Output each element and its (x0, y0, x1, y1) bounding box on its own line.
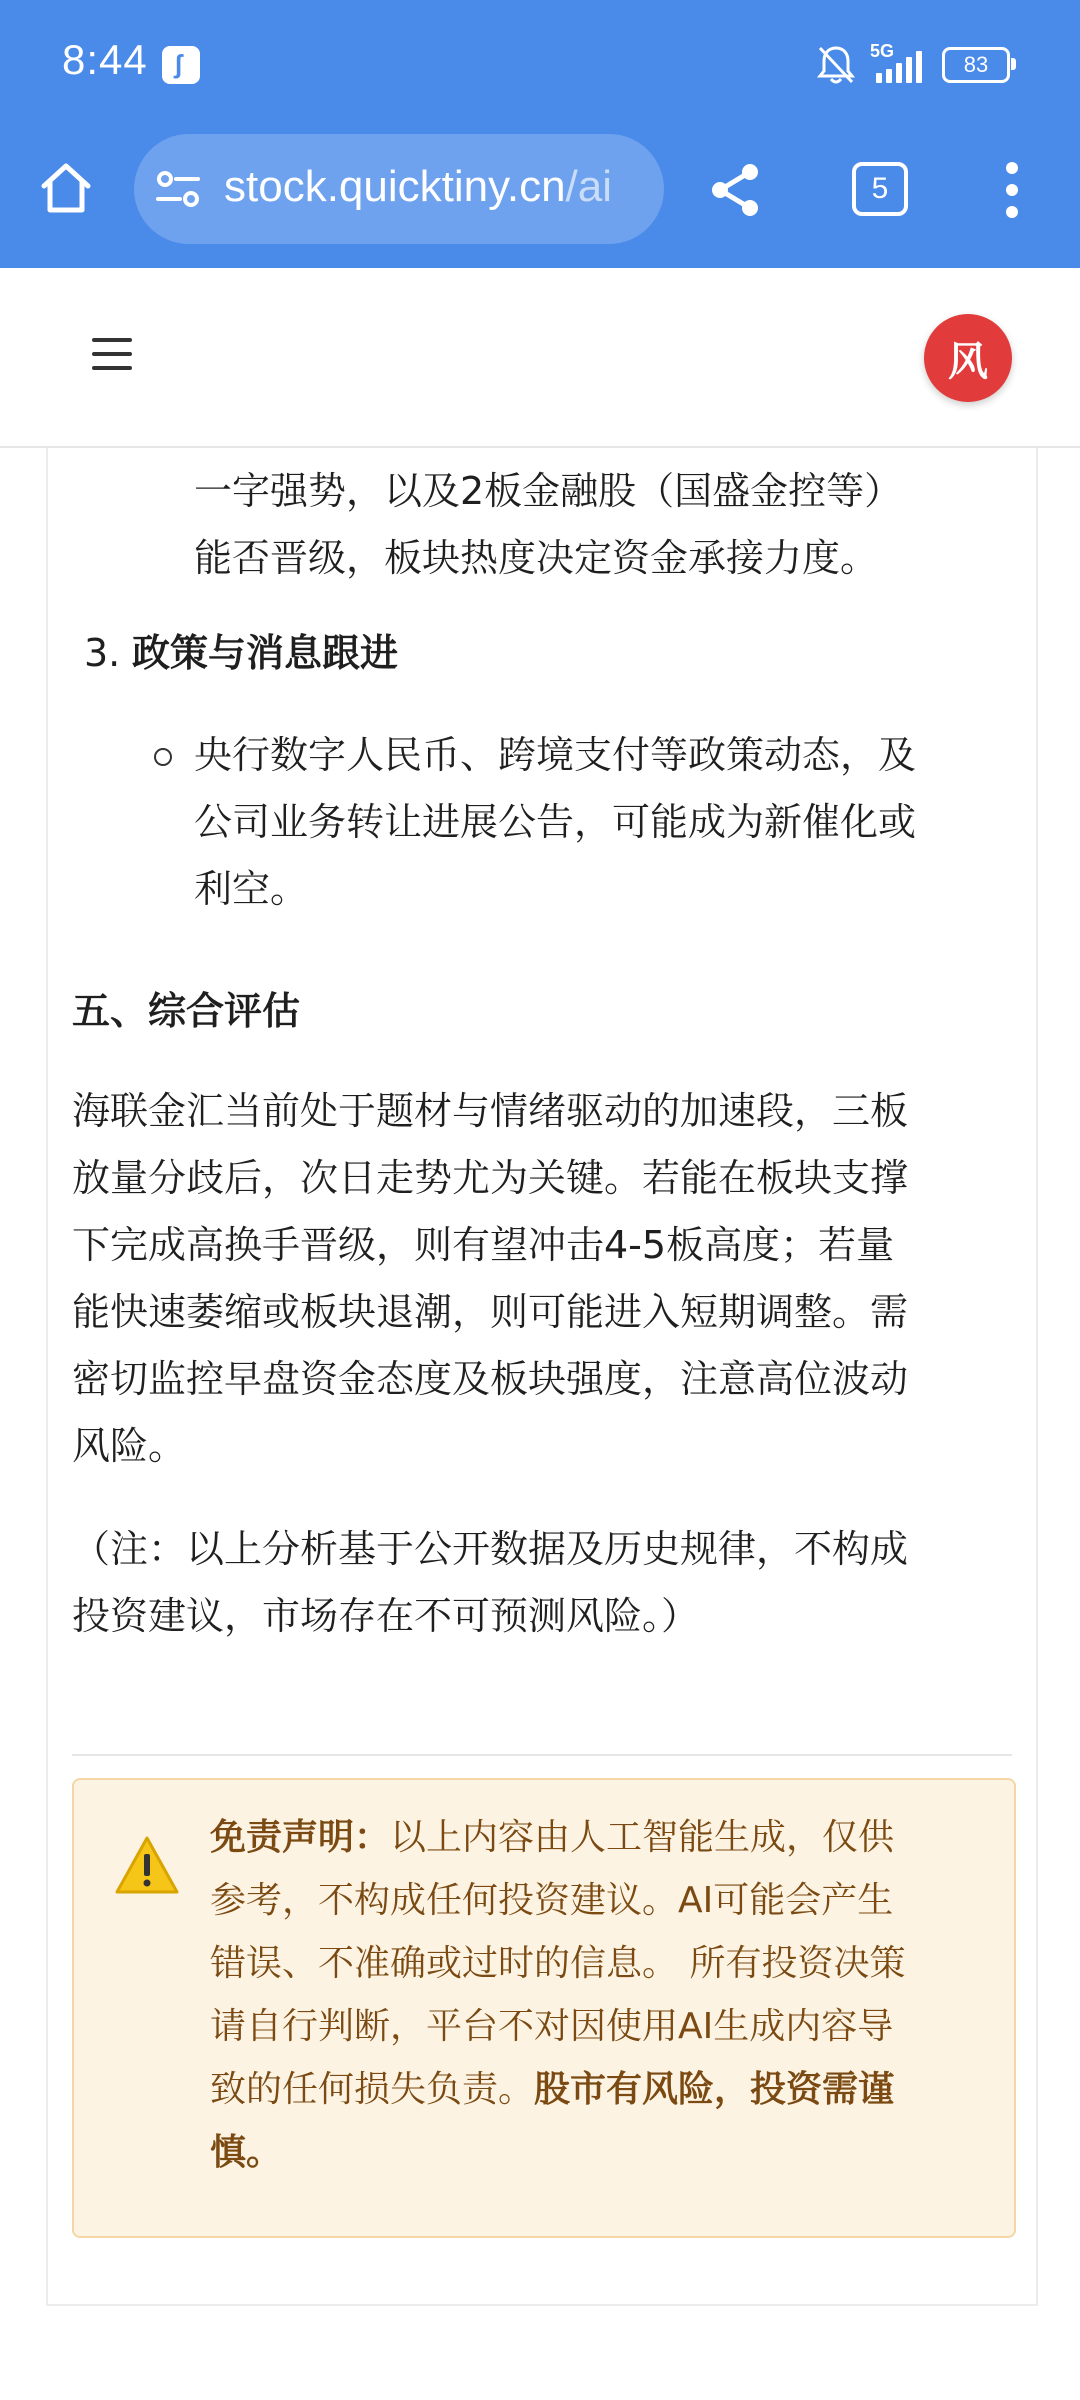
disclaimer-line: 以上内容由人工智能生成，仅供 (390, 1817, 895, 1858)
warning-icon (114, 1834, 180, 1896)
tab-count: 5 (871, 172, 889, 205)
note-line: 投资建议，市场存在不可预测风险。） (72, 1594, 700, 1638)
hamburger-menu-icon[interactable] (92, 338, 132, 378)
address-bar[interactable] (134, 134, 664, 244)
paragraph-line: 海联金汇当前处于题材与情绪驱动的加速段，三板 (72, 1089, 909, 1133)
share-icon[interactable] (706, 160, 766, 220)
paragraph-line: 风险。 (72, 1424, 187, 1468)
site-header (0, 270, 1080, 448)
battery-level: 83 (963, 52, 989, 77)
paragraph-line: 下完成高换手晋级，则有望冲击4-5板高度；若量 (72, 1223, 895, 1267)
paragraph-line: 密切监控早盘资金态度及板块强度，注意高位波动 (72, 1357, 909, 1401)
list-number: 3. (84, 631, 121, 675)
bullet-line: 央行数字人民币、跨境支付等政策动态，及 (194, 733, 917, 777)
disclaimer-emphasis: 股市有风险，投资需谨 (534, 2069, 895, 2110)
home-icon[interactable] (36, 158, 96, 218)
bullet-line: 公司业务转让进展公告，可能成为新催化或 (194, 800, 917, 844)
url-domain: stock.quicktiny.cn (224, 162, 566, 211)
more-vert-icon[interactable] (1000, 160, 1024, 220)
content-card (46, 448, 1038, 2306)
status-icons (816, 42, 1010, 88)
status-time: 8:44 (62, 36, 148, 83)
notification-app-icon (162, 46, 200, 84)
disclaimer-line: 致的任何损失负责。 (210, 2069, 535, 2110)
section-heading: 五、综合评估 (72, 989, 301, 1033)
url-text[interactable] (224, 162, 612, 212)
url-path: /ai (565, 162, 613, 211)
bullet-circle-icon (154, 748, 172, 766)
notification-app-glyph: ʃ (174, 49, 183, 79)
battery-icon (942, 47, 1010, 83)
list-continuation-line: 能否晋级，板块热度决定资金承接力度。 (194, 536, 879, 580)
browser-chrome (0, 0, 1080, 268)
site-settings-icon[interactable] (156, 168, 200, 210)
avatar[interactable]: 风 (924, 314, 1012, 402)
disclaimer-box (72, 1778, 1016, 2238)
disclaimer-label: 免责声明： (210, 1817, 391, 1858)
disclaimer-line: 请自行判断，平台不对因使用AI生成内容导 (210, 2006, 894, 2047)
divider (72, 1754, 1012, 1756)
disclaimer-line: 错误、不准确或过时的信息。 所有投资决策 (210, 1943, 906, 1984)
disclaimer-emphasis: 慎。 (210, 2132, 283, 2173)
signal-icon (870, 41, 922, 83)
paragraph-line: 能快速萎缩或板块退潮，则可能进入短期调整。需 (72, 1290, 909, 1334)
list-item-title: 政策与消息跟进 (132, 631, 399, 675)
bullet-line: 利空。 (194, 867, 309, 911)
disclaimer-text (210, 1806, 980, 2184)
disclaimer-line: 参考，不构成任何投资建议。AI可能会产生 (210, 1880, 894, 1921)
list-continuation-line: 一字强势，以及2板金融股（国盛金控等） (194, 469, 903, 513)
network-type: 5G (870, 41, 895, 61)
note-line: （注：以上分析基于公开数据及历史规律，不构成 (72, 1527, 909, 1571)
tabs-button[interactable] (852, 162, 908, 216)
paragraph-line: 放量分歧后，次日走势尤为关键。若能在板块支撑 (72, 1156, 909, 1200)
mute-bell-icon (816, 44, 856, 86)
